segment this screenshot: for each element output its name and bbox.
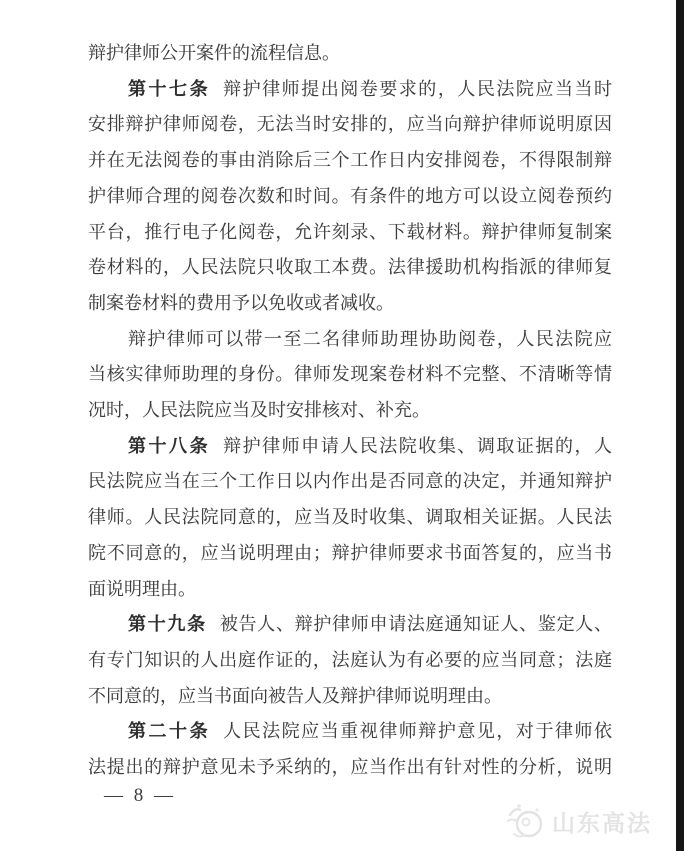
text-line: 第十八条 辩护律师申请人民法院收集、调取证据的，人 — [128, 435, 613, 456]
text-line: 护律师合理的阅卷次数和时间。有条件的地方可以设立阅卷预约 — [88, 185, 612, 206]
text-line: 面说明理由。 — [88, 578, 196, 599]
text-line: 第二十条 人民法院应当重视律师辩护意见，对于律师依 — [128, 721, 613, 742]
article-number: 第十八条 — [128, 435, 211, 456]
text-line: 第十九条 被告人、辩护律师申请法庭通知证人、鉴定人、 — [128, 614, 613, 635]
text-line: 法提出的辩护意见未予采纳的，应当作出有针对性的分析，说明 — [88, 757, 612, 778]
text-line: 当核实律师助理的身份。律师发现案卷材料不完整、不清晰等情 — [88, 364, 612, 385]
text-line: 制案卷材料的费用予以免收或者减收。 — [88, 292, 394, 313]
text-line: 有专门知识的人出庭作证的，法庭认为有必要的应当同意；法庭 — [88, 649, 612, 670]
article-number: 第十九条 — [128, 614, 207, 635]
text-line: 卷材料的，人民法院只收取工本费。法律援助机构指派的律师复 — [88, 257, 612, 278]
article-number: 第二十条 — [128, 721, 211, 742]
court-logo-icon — [504, 801, 546, 841]
watermark-text: 山东高法 — [552, 809, 652, 836]
text-line: 辩护律师公开案件的流程信息。 — [88, 43, 340, 63]
text-line: 安排辩护律师阅卷，无法当时安排的，应当向辩护律师说明原因 — [88, 114, 612, 135]
text-line: 平台，推行电子化阅卷，允许刻录、下载材料。辩护律师复制案 — [88, 221, 612, 242]
text-line: 并在无法阅卷的事由消除后三个工作日内安排阅卷，不得限制辩 — [88, 150, 612, 171]
text-line: 不同意的，应当书面向被告人及辩护律师说明理由。 — [88, 685, 502, 706]
text-line: 院不同意的，应当说明理由；辩护律师要求书面答复的，应当书 — [88, 542, 612, 563]
text-line: 辩护律师可以带一至二名律师助理协助阅卷，人民法院应 — [128, 328, 612, 349]
watermark — [504, 801, 652, 841]
text-line: 律师。人民法院同意的，应当及时收集、调取相关证据。人民法 — [88, 507, 612, 528]
article-number: 第十七条 — [128, 78, 211, 99]
text-line: 第十七条 辩护律师提出阅卷要求的，人民法院应当当时 — [128, 78, 613, 99]
scan-edge-strip — [676, 0, 684, 851]
text-line: 民法院应当在三个工作日以内作出是否同意的决定，并通知辩护 — [88, 471, 612, 492]
page-number: — 8 — — [104, 785, 176, 806]
text-body — [88, 36, 612, 786]
text-line: 况时，人民法院应当及时安排核对、补充。 — [88, 400, 430, 421]
